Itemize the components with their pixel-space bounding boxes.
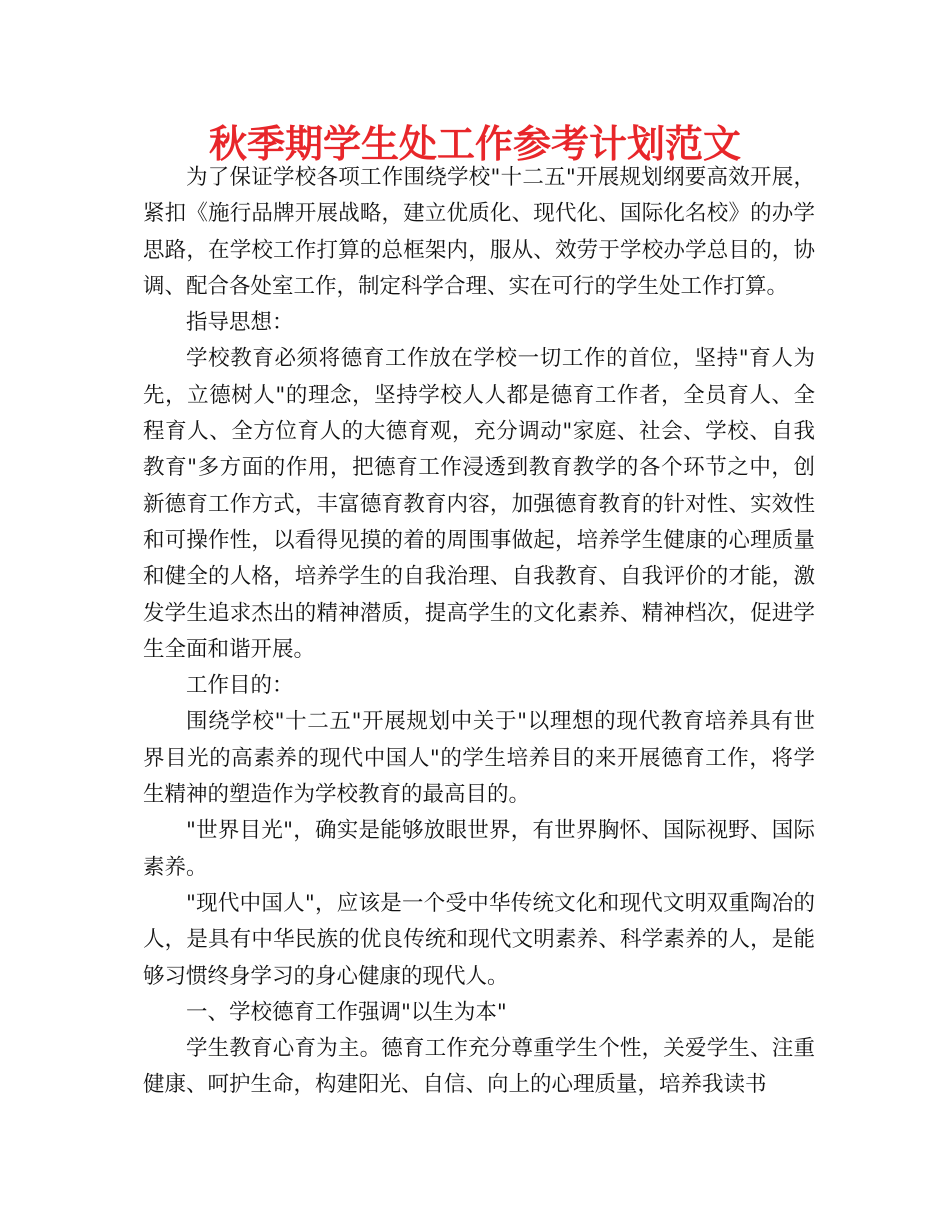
- document-title: 秋季期学生处工作参考计划范文: [208, 122, 741, 166]
- paragraph-guiding-thought: 学校教育必须将德育工作放在学校一切工作的首位，坚持"育人为先，立德树人"的理念，坚持学校人人都是德育工作者，全员育人、全程育人、全方位育人的大德育观，充分调动"家庭、社会、学校、自我教育"多方面的作用，把德育工作浸透到教育教学的各个环节之中，创新德育工作方式，丰富德育教育内容，加强德育教育的针对性、实效性和可操作性，以看得见摸的着的周围事做起，培养学生健康的心理质量和健全的人格，培养学生的自我治理、自我教育、自我评价的才能，激发学生追求杰出的精神潜质，提高学生的文化素养、精神档次，促进学生全面和谐开展。: [143, 346, 815, 662]
- document-body: [143, 160, 815, 1104]
- paragraph-work-goal: 围绕学校"十二五"开展规划中关于"以理想的现代教育培养具有世界目光的高素养的现代中国人"的学生培养目的来开展德育工作，将学生精神的塑造作为学校教育的最高目的。: [143, 709, 815, 808]
- paragraph-section-one: 学生教育心育为主。德育工作充分尊重学生个性，关爱学生、注重健康、呵护生命，构建阳光、自信、向上的心理质量，培养我读书: [143, 1036, 815, 1098]
- paragraph-world-vision: "世界目光"，确实是能够放眼世界，有世界胸怀、国际视野、国际素养。: [143, 818, 815, 880]
- heading-work-goal: 工作目的：: [186, 673, 294, 699]
- heading-guiding-thought: 指导思想：: [186, 310, 294, 336]
- heading-section-one: 一、学校德育工作强调"以生为本": [186, 999, 507, 1025]
- paragraph-intro: 为了保证学校各项工作围绕学校"十二五"开展规划纲要高效开展，紧扣《施行品牌开展战略，建立优质化、现代化、国际化名校》的办学思路，在学校工作打算的总框架内，服从、效劳于学校办学总目的，协调、配合各处室工作，制定科学合理、实在可行的学生处工作打算。: [143, 165, 815, 299]
- paragraph-modern-chinese: "现代中国人"，应该是一个受中华传统文化和现代文明双重陶冶的人，是具有中华民族的优良传统和现代文明素养、科学素养的人，是能够习惯终身学习的身心健康的现代人。: [143, 890, 815, 989]
